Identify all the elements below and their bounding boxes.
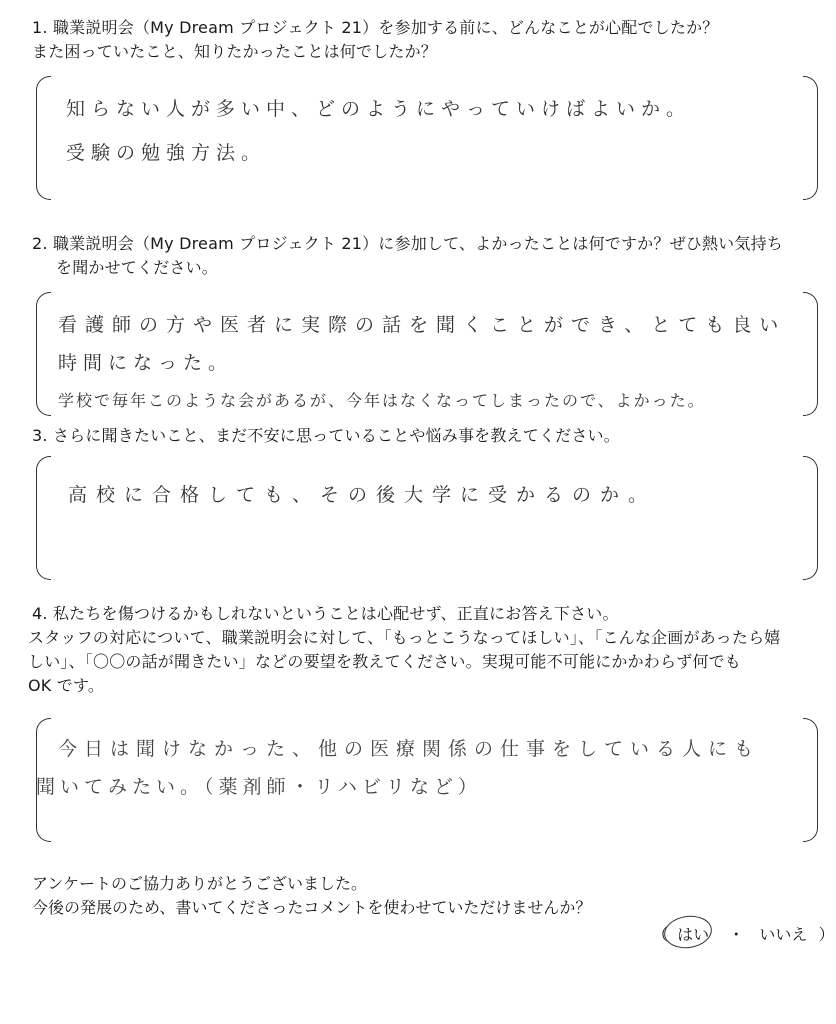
choice-open-paren: （ [652, 925, 669, 944]
answer-4-line-1: 今日は聞けなかった、他の医療関係の仕事をしている人にも [58, 738, 761, 760]
choice-close-paren: ） [818, 925, 835, 944]
permission-choice [652, 922, 834, 945]
question-1-line-2: また困っていたこと、知りたかったことは何でしたか？ [32, 42, 438, 61]
question-1 [32, 16, 816, 64]
answer-3-line-1: 高校に合格しても、その後大学に受かるのか。 [68, 484, 657, 506]
answer-1-line-2: 受験の勉強方法。 [66, 142, 267, 164]
answer-box-1-right-bracket [803, 76, 818, 200]
answer-2-line-2: 時間になった。 [58, 352, 234, 374]
answer-box-4-right-bracket [803, 718, 818, 842]
question-4-line-1: 4. 私たちを傷つけるかもしれないということは心配せず、正直にお答え下さい。 [32, 604, 619, 623]
question-2-line-2: を聞かせてください。 [56, 258, 219, 277]
answer-box-2-left-bracket [36, 292, 51, 416]
answer-box-1[interactable] [36, 76, 818, 200]
question-3 [32, 424, 816, 448]
answer-box-3[interactable] [36, 456, 818, 580]
closing-line-1: アンケートのご協力ありがとうございました。 [32, 874, 368, 893]
answer-2-line-1: 看護師の方や医者に実際の話を聞くことができ、とても良い [58, 314, 787, 336]
question-2 [32, 232, 816, 280]
answer-box-3-left-bracket [36, 456, 51, 580]
answer-2-line-3: 学校で毎年このような会があるが、今年はなくなってしまったので、よかった。 [58, 391, 706, 410]
choice-separator: ・ [728, 925, 745, 944]
question-4-line-4: OK です。 [28, 676, 105, 695]
choice-no[interactable]: いいえ [759, 925, 808, 944]
answer-box-3-right-bracket [803, 456, 818, 580]
question-3-line-1: 3. さらに聞きたいこと、まだ不安に思っていることや悩み事を教えてください。 [32, 426, 620, 445]
question-4-line-3: しい」、「〇〇の話が聞きたい」などの要望を教えてください。実現可能不可能にかかわらず何でも [28, 652, 742, 671]
closing-message [32, 872, 591, 920]
answer-box-4[interactable] [36, 718, 818, 842]
question-1-line-1: 1. 職業説明会（My Dream プロジェクト 21）を参加する前に、どんなことが心配でしたか？ [32, 18, 719, 37]
answer-box-2[interactable] [36, 292, 818, 416]
closing-line-2: 今後の発展のため、書いてくださったコメントを使わせていただけませんか？ [32, 898, 592, 917]
answer-box-2-right-bracket [803, 292, 818, 416]
answer-1-line-1: 知らない人が多い中、どのようにやっていけばよいか。 [66, 98, 692, 120]
answer-box-1-left-bracket [36, 76, 51, 200]
question-2-line-1: 2. 職業説明会（My Dream プロジェクト 21）に参加して、よかったことは何ですか？ぜひ熱い気持ち [32, 234, 783, 253]
answer-4-line-2: 聞いてみたい。（薬剤師・リハビリなど） [36, 776, 482, 798]
question-4-line-2: スタッフの対応について、職業説明会に対して、「もっとこうなってほしい」、「こんな企画があったら嬉 [28, 628, 781, 647]
choice-yes[interactable]: はい [677, 925, 710, 944]
question-4 [28, 602, 816, 698]
